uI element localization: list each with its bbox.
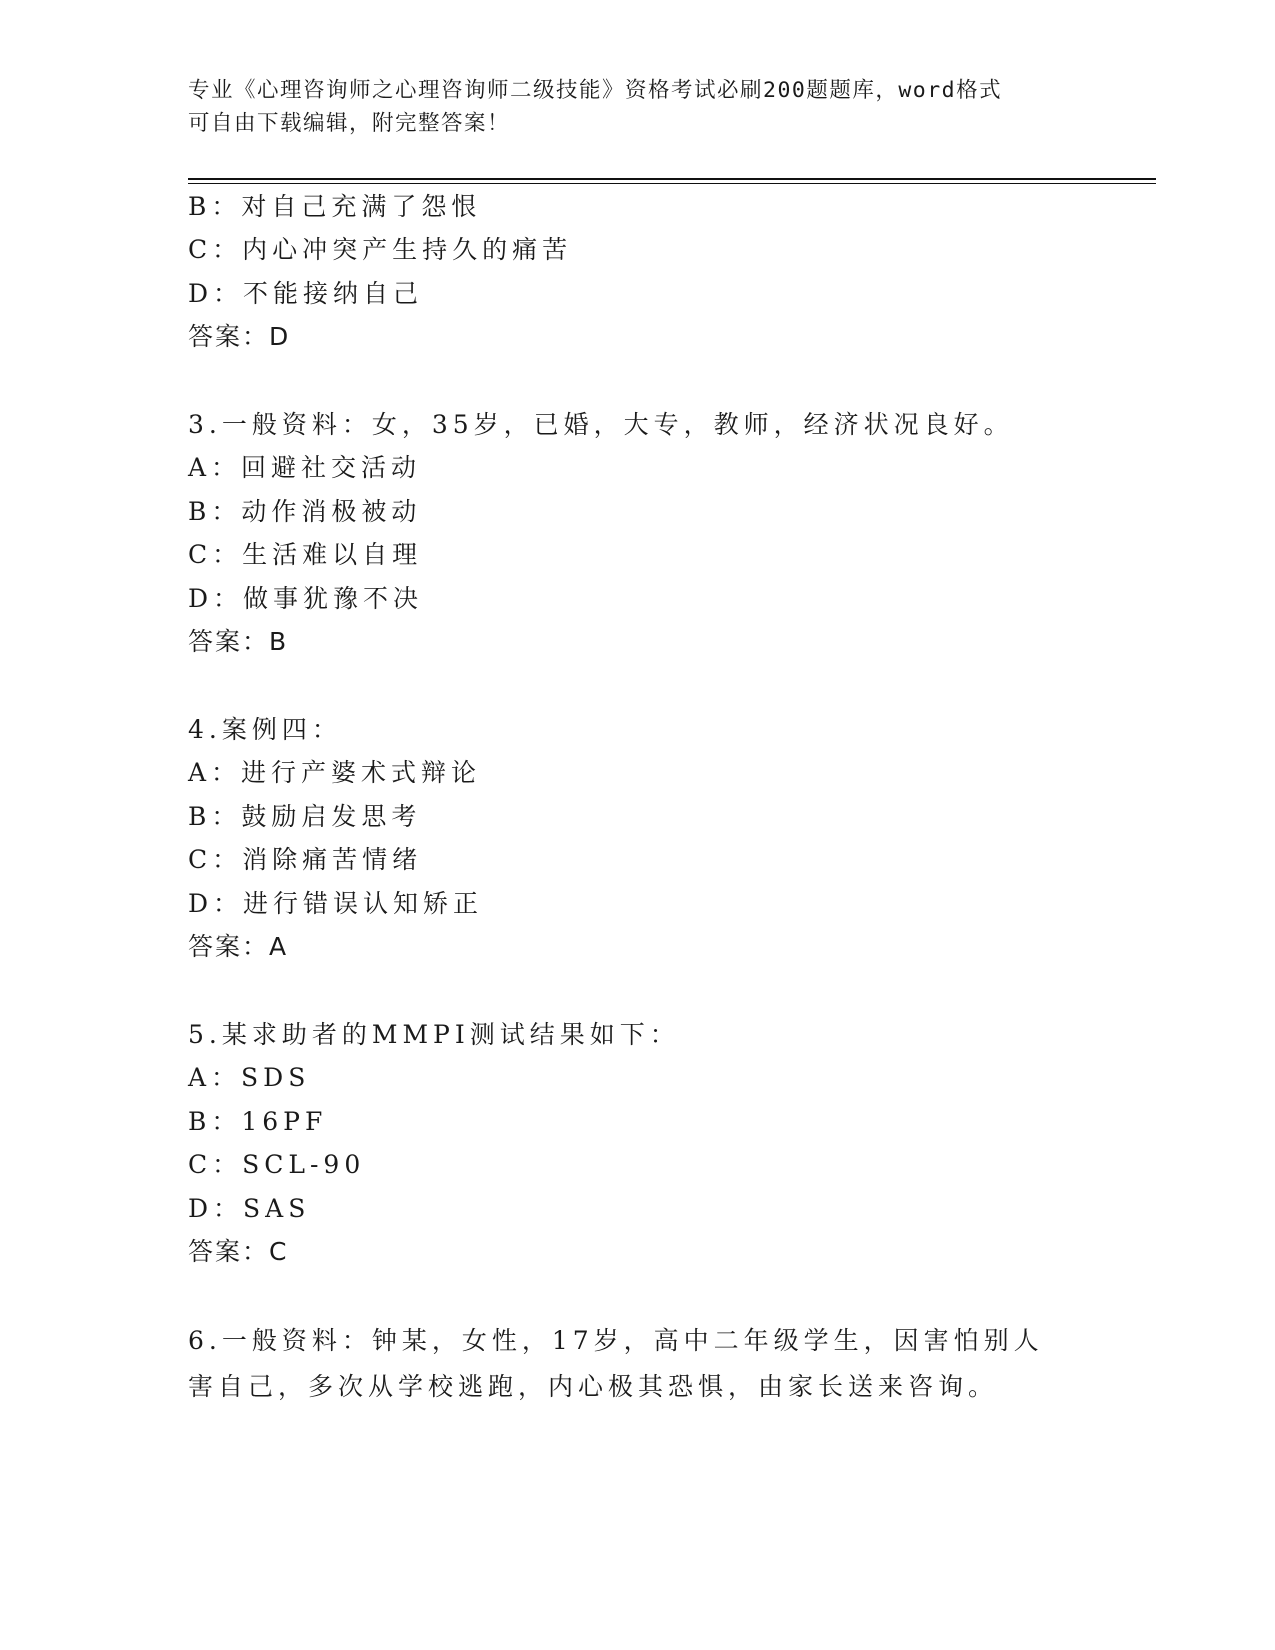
header-line-1: 专业《心理咨询师之心理咨询师二级技能》资格考试必刷200题题库，word格式 xyxy=(188,78,1003,103)
option-a: A：进行产婆术式辩论 xyxy=(188,758,482,787)
document-header xyxy=(188,74,1068,140)
option-c: C：内心冲突产生持久的痛苦 xyxy=(188,235,573,264)
option-c: C：SCL-90 xyxy=(188,1150,366,1179)
option-d: D：不能接纳自己 xyxy=(188,279,424,308)
option-d: D：SAS xyxy=(188,1194,311,1223)
option-a: A：SDS xyxy=(188,1063,311,1092)
option-d: D：进行错误认知矫正 xyxy=(188,889,484,918)
option-b: B：16PF xyxy=(188,1107,328,1136)
option-c: C：生活难以自理 xyxy=(188,540,423,569)
answer-line: 答案：A xyxy=(188,932,289,961)
option-b: B：动作消极被动 xyxy=(188,497,422,526)
question-stem: 6.一般资料：钟某，女性，17岁，高中二年级学生，因害怕别人害自己，多次从学校逃跑，内心极其恐惧，由家长送来咨询。 xyxy=(188,1326,1044,1401)
answer-line: 答案：D xyxy=(188,322,291,351)
option-c: C：消除痛苦情绪 xyxy=(188,845,423,874)
header-rule-thin xyxy=(188,183,1156,184)
answer-line: 答案：C xyxy=(188,1237,289,1266)
option-d: D：做事犹豫不决 xyxy=(188,584,424,613)
question-stem: 5.某求助者的MMPI测试结果如下： xyxy=(188,1020,680,1049)
option-b: B：对自己充满了怨恨 xyxy=(188,192,482,221)
option-a: A：回避社交活动 xyxy=(188,453,422,482)
header-rule-thick xyxy=(188,178,1156,180)
option-b: B：鼓励启发思考 xyxy=(188,802,422,831)
answer-line: 答案：B xyxy=(188,627,289,656)
question-stem: 4.案例四： xyxy=(188,715,342,744)
question-stem: 3.一般资料：女，35岁，已婚，大专，教师，经济状况良好。 xyxy=(188,410,1014,439)
header-line-2: 可自由下载编辑，附完整答案！ xyxy=(188,111,511,136)
